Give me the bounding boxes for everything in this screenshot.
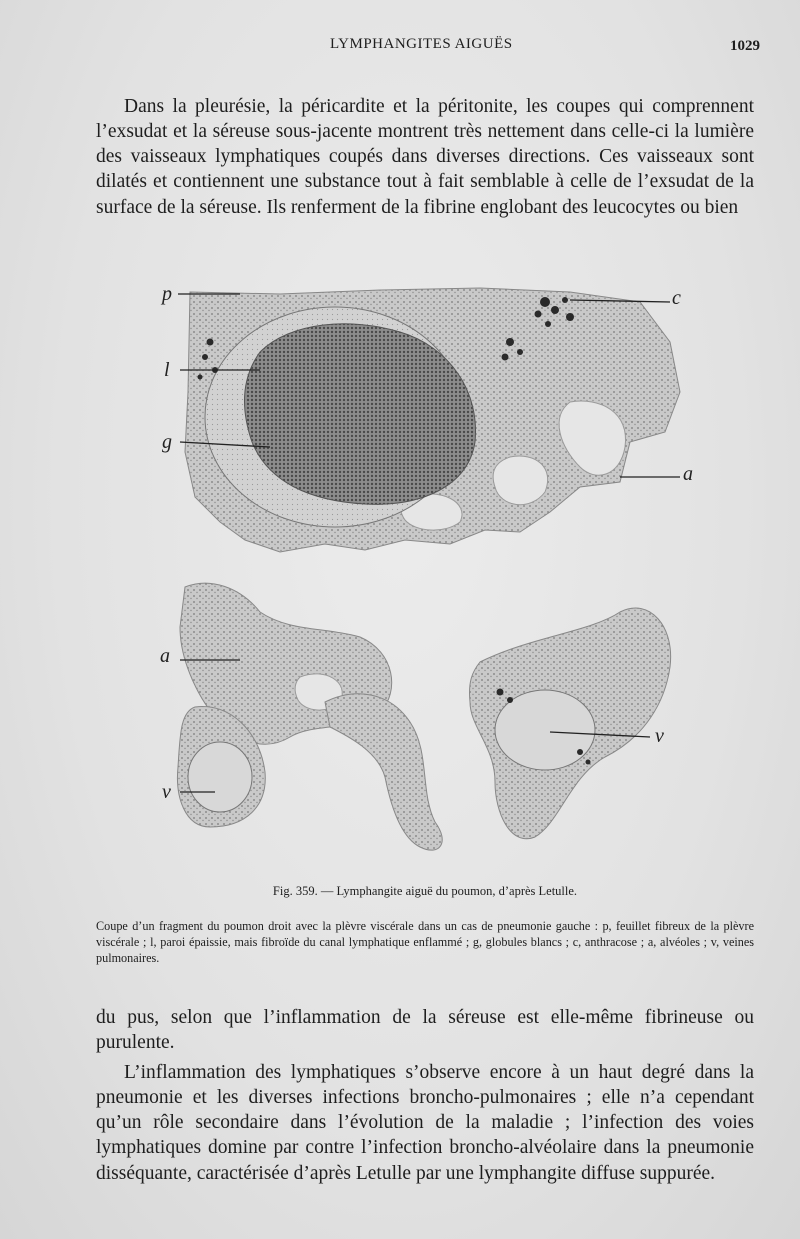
label-p: p <box>162 283 172 305</box>
figure-caption-text: Coupe d’un fragment du poumon droit avec la plèvre viscérale dans un cas de pneumonie gauche : p, feuillet fibreux de la plèvre viscérale ; l, paroi épaissie, mais fibroïde du canal lymphatique enflammé ; g, globules blancs ; c, anthracose ; a, alvéoles ; v, veines pulmonaires. <box>96 919 754 966</box>
figure-number: Fig. 359. <box>272 884 318 898</box>
histology-figure <box>150 282 695 872</box>
pulmonary-vein-left <box>188 742 252 812</box>
paragraph-bottom-2: L’inflammation des lymphatiques s’observe encore à un haut degré dans la pneumonie et les diverses infections broncho-pulmonaires ; elle n’a cependant qu’un rôle secondaire dans l’évolution de la maladie ; l’infection des voies lymphatiques domine par contre l’infection broncho-alvéolaire dans la pneumonie disséquante, caractérisée d’après Letulle par une lymphangite diffuse suppurée. <box>96 1061 754 1184</box>
figure-title: — Lymphangite aiguë du poumon, d’après Letulle. <box>320 884 578 898</box>
paragraph-top: Dans la pleurésie, la péricardite et la péritonite, les coupes qui comprennent l’exsudat et la séreuse sous-jacente montrent très nettement dans celle-ci la lumière des vaisseaux lymphatiques coupés dans diverses directions. Ces vaisseaux sont dilatés et contiennent une substance tout à fait semblable à celle de l’exsudat de la surface de la séreuse. Ils renferment de la fibrine englobant des leucocytes ou bien <box>96 95 754 218</box>
label-a-left: a <box>160 645 170 667</box>
label-c: c <box>672 287 681 309</box>
running-head <box>0 36 800 60</box>
running-title: LYMPHANGITES AIGUËS <box>330 36 513 52</box>
label-v-right: v <box>655 725 664 747</box>
figure-caption-title <box>96 884 754 899</box>
label-l: l <box>164 359 170 381</box>
label-a-right: a <box>683 463 693 485</box>
page-number: 1029 <box>730 38 760 54</box>
label-v-left: v <box>162 781 171 803</box>
label-g: g <box>162 431 172 453</box>
paragraph-bottom-1: du pus, selon que l’inflammation de la séreuse est elle-même fibrineuse ou purulente. <box>96 1006 754 1053</box>
lower-center-strand <box>325 694 442 850</box>
lung-section-illustration <box>150 282 695 872</box>
